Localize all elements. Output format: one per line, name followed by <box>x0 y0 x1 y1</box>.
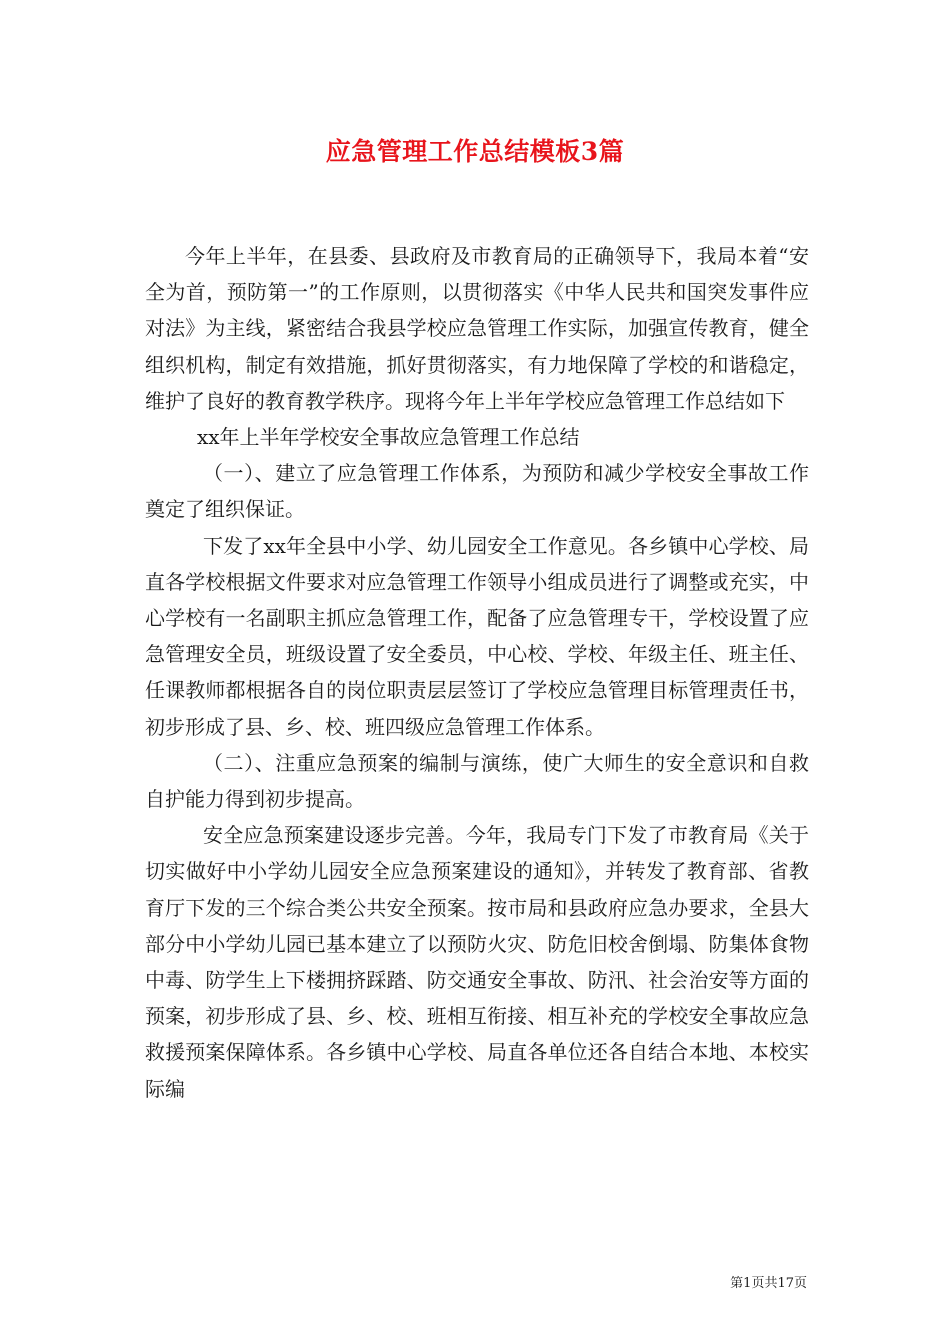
paragraph-section-two-body: 安全应急预案建设逐步完善。今年，我局专门下发了市教育局《关于切实做好中小学幼儿园安全应急预案建设的通知》，并转发了教育部、省教育厅下发的三个综合类公共安全预案。按市局和县政府应急办要求，全县大部分中小学幼儿园已基本建立了以预防火灾、防危旧校舍倒塌、防集体食物中毒、防学生上下楼拥挤踩踏、防交通安全事故、防汛、社会治安等方面的预案，初步形成了县、乡、校、班相互衔接、相互补充的学校安全事故应急救援预案保障体系。各乡镇中心学校、局直各单位还各自结合本地、本校实际编 <box>145 823 809 1101</box>
page-number: 第1页共17页 <box>730 1276 807 1291</box>
section-heading: xx年上半年学校安全事故应急管理工作总结 <box>197 425 580 450</box>
document-title: 应急管理工作总结模板3篇 <box>325 137 625 166</box>
paragraph-intro: 今年上半年，在县委、县政府及市教育局的正确领导下，我局本着“安全为首，预防第一”的工作原则，以贯彻落实《中华人民共和国突发事件应对法》为主线，紧密结合我县学校应急管理工作实际，加强宣传教育，健全组织机构，制定有效措施，抓好贯彻落实，有力地保障了学校的和谐稳定，维护了良好的教育教学秩序。现将今年上半年学校应急管理工作总结如下 <box>145 244 809 413</box>
document-body <box>145 238 809 1107</box>
paragraph-section-one-heading: （一）、建立了应急管理工作体系，为预防和减少学校安全事故工作奠定了组织保证。 <box>145 461 809 522</box>
paragraph-section-one-body: 下发了xx年全县中小学、幼儿园安全工作意见。各乡镇中心学校、局直各学校根据文件要求对应急管理工作领导小组成员进行了调整或充实，中心学校有一名副职主抓应急管理工作，配备了应急管理专干，学校设置了应急管理安全员，班级设置了安全委员，中心校、学校、年级主任、班主任、任课教师都根据各自的岗位职责层层签订了学校应急管理目标管理责任书，初步形成了县、乡、校、班四级应急管理工作体系。 <box>145 533 809 739</box>
paragraph-section-two-heading: （二）、注重应急预案的编制与演练，使广大师生的安全意识和自救自护能力得到初步提高。 <box>145 750 809 812</box>
